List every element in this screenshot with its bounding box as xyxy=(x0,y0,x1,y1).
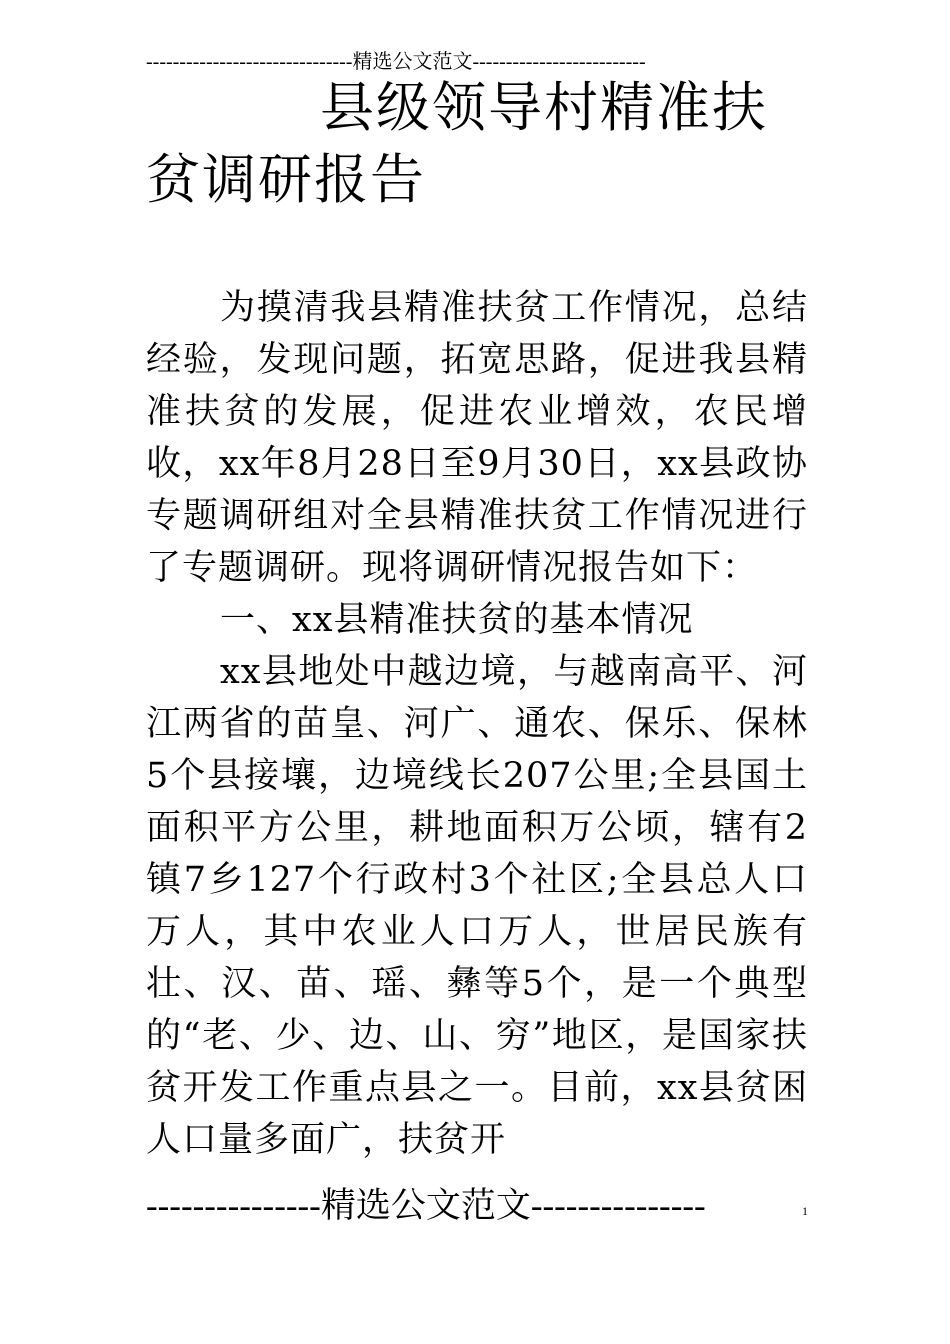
document-title xyxy=(146,72,806,216)
intro-paragraph: 为摸清我县精准扶贫工作情况，总结经验，发现问题，拓宽思路，促进我县精准扶贫的发展，促进农业增效，农民增收，xx年8月28日至9月30日，xx县政协专题调研组对全县精准扶贫工作情况进行了专题调研。现将调研情况报告如下： xyxy=(146,288,808,588)
title-line-1: 县级领导村精准扶 xyxy=(320,76,768,139)
page-header: -------------------------------精选公文范文-------------------------- xyxy=(146,51,646,73)
document-body xyxy=(146,282,808,1166)
page-number: 1 xyxy=(802,1204,808,1218)
title-line-2: 贫调研报告 xyxy=(146,148,426,211)
section-heading: 一、xx县精准扶贫的基本情况 xyxy=(220,600,694,640)
body-paragraph: xx县地处中越边境，与越南高平、河江两省的苗皇、河广、通农、保乐、保林5个县接壤，边境线长207公里;全县国土面积平方公里，耕地面积万公顷，辖有2镇7乡127个行政村3个社区;全县总人口万人，其中农业人口万人，世居民族有壮、汉、苗、瑶、彝等5个，是一个典型的“老、少、边、山、穷”地区，是国家扶贫开发工作重点县之一。目前，xx县贫困人口量多面广，扶贫开 xyxy=(146,652,808,1160)
page-footer: ---------------精选公文范文--------------- xyxy=(146,1186,706,1225)
